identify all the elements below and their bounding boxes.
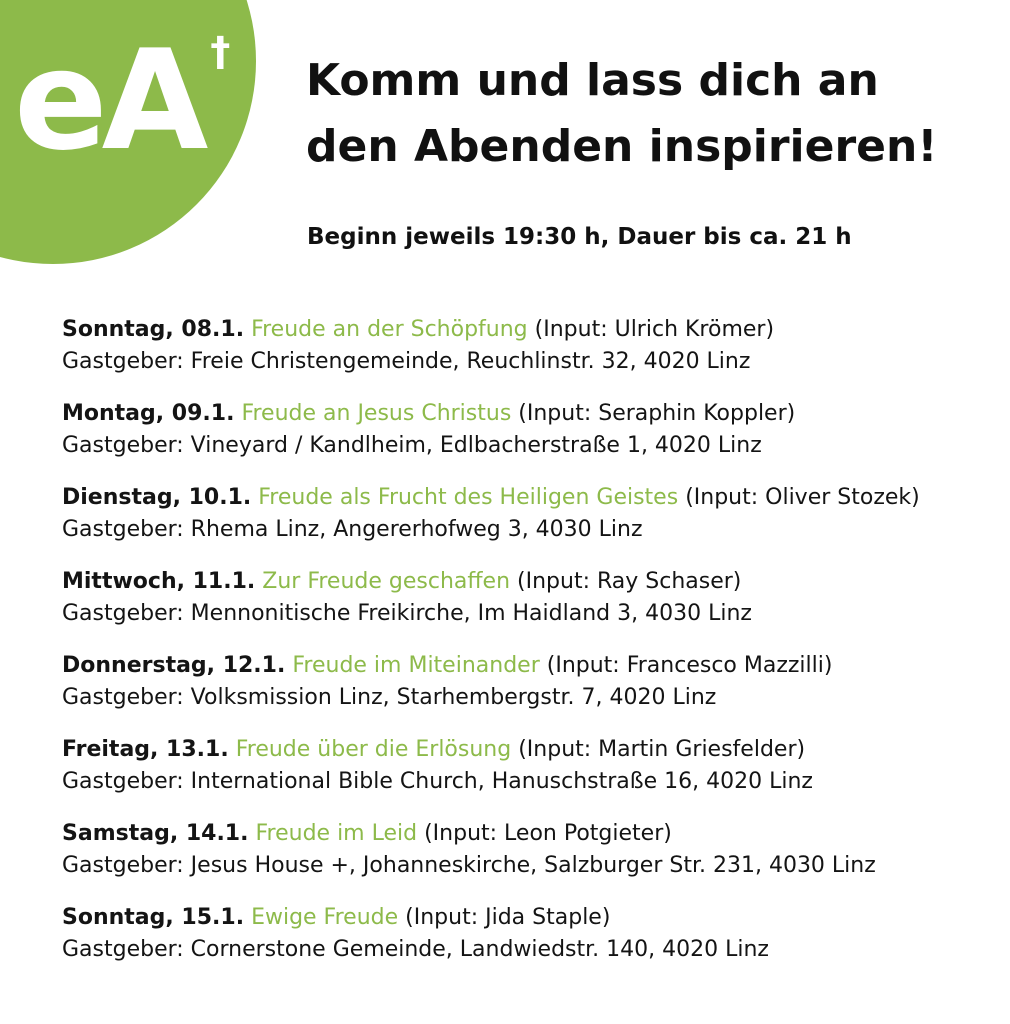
- headline-line-1: Komm und lass dich an: [306, 55, 879, 106]
- event-item: [62, 902, 992, 986]
- headline-line-2: den Abenden inspirieren!: [306, 121, 938, 172]
- event-speaker: (Input: Jida Staple): [405, 905, 611, 930]
- event-host: Gastgeber: Mennonitische Freikirche, Im Haidland 3, 4030 Linz: [62, 601, 752, 626]
- event-host: Gastgeber: Freie Christengemeinde, Reuchlinstr. 32, 4020 Linz: [62, 349, 751, 374]
- event-day: Dienstag, 10.1.: [62, 485, 252, 510]
- event-title-line: [62, 818, 992, 850]
- event-speaker: (Input: Seraphin Koppler): [518, 401, 796, 426]
- event-topic: Freude an Jesus Christus: [241, 401, 512, 426]
- event-title-line: [62, 314, 992, 346]
- ea-logo: [14, 20, 244, 181]
- event-day: Sonntag, 08.1.: [62, 317, 245, 342]
- event-host: Gastgeber: Volksmission Linz, Starhembergstr. 7, 4020 Linz: [62, 685, 717, 710]
- logo-text: eA: [14, 20, 203, 181]
- event-title-line: [62, 482, 992, 514]
- event-item: [62, 566, 992, 650]
- event-topic: Freude an der Schöpfung: [251, 317, 528, 342]
- event-list: [62, 314, 992, 986]
- event-day: Montag, 09.1.: [62, 401, 235, 426]
- event-item: [62, 482, 992, 566]
- event-day: Samstag, 14.1.: [62, 821, 249, 846]
- cross-icon: †: [210, 29, 231, 75]
- event-title-line: [62, 902, 992, 934]
- event-host: Gastgeber: Jesus House +, Johanneskirche, Salzburger Str. 231, 4030 Linz: [62, 853, 876, 878]
- event-speaker: (Input: Ulrich Krömer): [534, 317, 775, 342]
- event-host: Gastgeber: International Bible Church, Hanuschstraße 16, 4020 Linz: [62, 769, 813, 794]
- event-title-line: [62, 398, 992, 430]
- event-item: [62, 314, 992, 398]
- time-info: Beginn jeweils 19:30 h, Dauer bis ca. 21 h: [307, 224, 852, 250]
- event-speaker: (Input: Leon Potgieter): [424, 821, 672, 846]
- event-topic: Freude im Miteinander: [292, 653, 540, 678]
- event-speaker: (Input: Martin Griesfelder): [518, 737, 806, 762]
- event-day: Donnerstag, 12.1.: [62, 653, 286, 678]
- event-item: [62, 734, 992, 818]
- event-item: [62, 650, 992, 734]
- headline: [306, 48, 986, 180]
- event-speaker: (Input: Francesco Mazzilli): [546, 653, 833, 678]
- event-day: Sonntag, 15.1.: [62, 905, 245, 930]
- event-day: Mittwoch, 11.1.: [62, 569, 256, 594]
- event-host: Gastgeber: Rhema Linz, Angererhofweg 3, 4030 Linz: [62, 517, 643, 542]
- event-title-line: [62, 566, 992, 598]
- event-topic: Freude im Leid: [255, 821, 418, 846]
- event-speaker: (Input: Ray Schaser): [517, 569, 742, 594]
- event-topic: Zur Freude geschaffen: [262, 569, 511, 594]
- event-topic: Ewige Freude: [251, 905, 399, 930]
- event-topic: Freude über die Erlösung: [235, 737, 512, 762]
- event-host: Gastgeber: Cornerstone Gemeinde, Landwiedstr. 140, 4020 Linz: [62, 937, 769, 962]
- event-host: Gastgeber: Vineyard / Kandlheim, Edlbacherstraße 1, 4020 Linz: [62, 433, 762, 458]
- event-day: Freitag, 13.1.: [62, 737, 229, 762]
- event-title-line: [62, 734, 992, 766]
- event-item: [62, 398, 992, 482]
- event-topic: Freude als Frucht des Heiligen Geistes: [258, 485, 679, 510]
- event-speaker: (Input: Oliver Stozek): [685, 485, 920, 510]
- event-title-line: [62, 650, 992, 682]
- event-item: [62, 818, 992, 902]
